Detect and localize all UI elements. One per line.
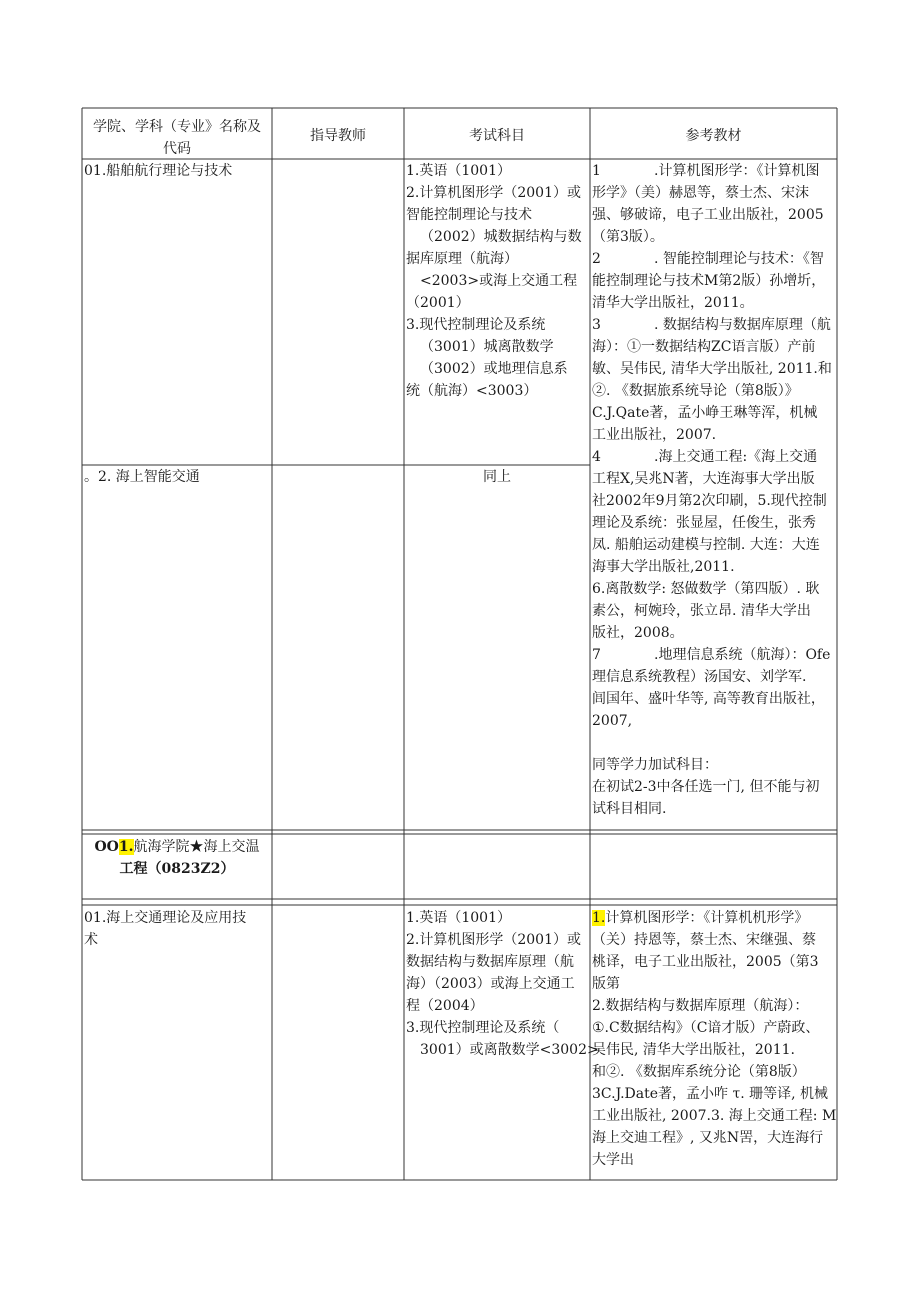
exam-line: <2003>或海上交通工程 [420,273,578,289]
ref-line: 3 . 数据结构与数据库原理（航 [592,314,835,336]
exam-line: 3.现代控制理论及系统 [406,317,546,333]
ref-line: 1.计算机图形学：《计算机机形学》 [592,910,809,926]
ref-line: 能控制理论与技术M第2版）孙增圻， [592,273,826,289]
header-code-label: 代码 [163,141,191,157]
ref-line: 素公，柯婉玲，张立昂. 清华大学出 [592,603,811,619]
ref-line: （关）持恩等，蔡士杰、宋继强、蔡 [592,932,816,948]
ref-line: 大学出 [592,1152,634,1168]
exam-line: （2001） [406,295,470,311]
exam-line: 数据结构与数据库原理（航 [406,954,574,970]
exam-line: 统（航海）<3003） [406,383,538,399]
ref-line: 4 .海上交通工程:《海上交通 [592,446,835,468]
header-college-label: 学院、学科（专业》名称及 [93,119,261,135]
header-supervisor-label: 指导教师 [310,128,366,144]
ref-number: 3 [592,317,601,333]
ref-line: 试科目相同. [592,801,667,817]
ref-line: 敏、吴伟民, 清华大学出版社, 2011.和 [592,361,832,377]
exam-line: 据库原理（航海） [406,251,518,267]
ref-line: 吴伟民, 清华大学出版社，2011. [592,1042,795,1058]
ref-line: 1 .计算机图形学：《计算机图 [592,160,835,182]
ref-line: 桃译，电子工业出版社，2005（第3 [592,954,819,970]
ref-line: 社2002年9月第2次印刷，5.现代控制 [592,493,827,509]
ref-line: 7 .地理信息系统（航海）：Ofe [592,644,835,666]
ref-line: 2.数据结构与数据库原理（航海）： [592,998,809,1014]
header-exam-label: 考试科目 [469,128,525,144]
ref-line: 在初试2-3中各任选一门, 但不能与初 [592,779,820,795]
exam-line: 海）（2003）或海上交通工 [406,976,575,992]
ref-line: 工业出版社，2007. [592,427,717,443]
extra-exam-title: 同等学力加试科目： [592,757,718,773]
ref-line: 清华大学出版社，2011。 [592,295,754,311]
exam-line: 2.计算机图形学（2001）或 [406,185,581,201]
ref-line: 海）：①一数据结构ZC语言版）产前 [592,339,816,355]
ref-line: 闾国年、盛叶华等, 高等教育出版社， [592,691,825,707]
header-reference-label: 参考教材 [685,128,742,144]
header-college-cell [84,116,270,160]
exam-line: 1.英语（1001） [406,910,511,926]
direction-1-name: 01.船舶航行理论与技术 [84,163,233,179]
exam-line: 3.现代控制理论及系统（ [406,1020,560,1036]
highlight-mark: 1. [592,910,606,926]
college-code-line: 工程（0823Z2） [119,861,235,877]
ref-line: ①.C数据结构》（C谙才版）产蔚政、 [592,1020,820,1036]
direction-3-name: 01.海上交通理论及应用技 术 [84,910,247,948]
reference-list-3 [592,907,835,1171]
exam-line: 3001）或离散数学<3002> [420,1042,599,1058]
ref-line: 和②. 《数据库系统分论（第8版） [592,1064,806,1080]
direction-1-exams [406,160,588,402]
direction-2-exams: 同上 [483,469,511,485]
ref-line: C.J.Qate著，孟小峥王琳等浑，机械 [592,405,818,421]
header-reference-cell [592,125,835,147]
ref-line: 理论及系统：张显屋，任俊生，张秀 [592,515,816,531]
reference-list-1 [592,160,835,820]
ref-line: 版第 [592,976,620,992]
ref-line: 海上交迪工程》, 又兆N罟，大连海行 [592,1130,824,1146]
highlight-mark: 1. [118,839,134,855]
ref-line: 6.离散数学: 怒做数学（第四版）. 耿 [592,581,820,597]
ref-line: 2 . 智能控制理论与技术：《智 [592,248,835,270]
ref-number: 2 [592,251,601,267]
ref-line: 2007, [592,713,633,729]
exam-line: （3002）或地理信息系 [420,361,568,377]
ref-line: 强、够破谛，电子工业出版社，2005 [592,207,824,223]
ref-line: 形学》（美）赫恩等，蔡士杰、宋沫 [592,185,809,201]
exam-line: （2002）城数据结构与数 [420,229,582,245]
ref-line: 3C.J.Date著，孟小咋 τ. 珊等译, 机械 [592,1086,829,1102]
ref-line: 海事大学出版社,2011. [592,559,735,575]
ref-line: 工程X,吴兆N著，大连海事大学出版 [592,471,815,487]
exam-line: 程（2004） [406,998,484,1014]
ref-number: 1 [592,163,601,179]
ref-line: 凤. 船舶运动建模与控制. 大连：大连 [592,537,820,553]
exam-line: 智能控制理论与技术 [406,207,532,223]
exam-line: 2.计算机图形学（2001）或 [406,932,581,948]
ref-number: 4 [592,449,601,465]
ref-line: 工业出版社, 2007.3. 海上交通工程: M [592,1108,837,1124]
direction-3-exams [406,907,599,1061]
ref-blank-line [592,732,835,754]
college-title-line: OO1.航海学院★海上交温 [94,839,260,855]
ref-number: 7 [592,647,601,663]
ref-line: （第3版）。 [592,229,664,245]
ref-line: 版社，2008。 [592,625,684,641]
college-title-cell [84,836,270,880]
exam-line: 1.英语（1001） [406,163,511,179]
ref-line: 理信息系统教程）汤国安、刘学军. [592,669,807,685]
direction-2-name: 。2. 海上智能交通 [84,469,200,485]
header-supervisor-cell [274,125,402,147]
header-exam-cell [406,125,588,147]
ref-line: ②. 《数据旅系统导论（第8版）》 [592,383,799,399]
exam-line: （3001）城离散数学 [420,339,554,355]
